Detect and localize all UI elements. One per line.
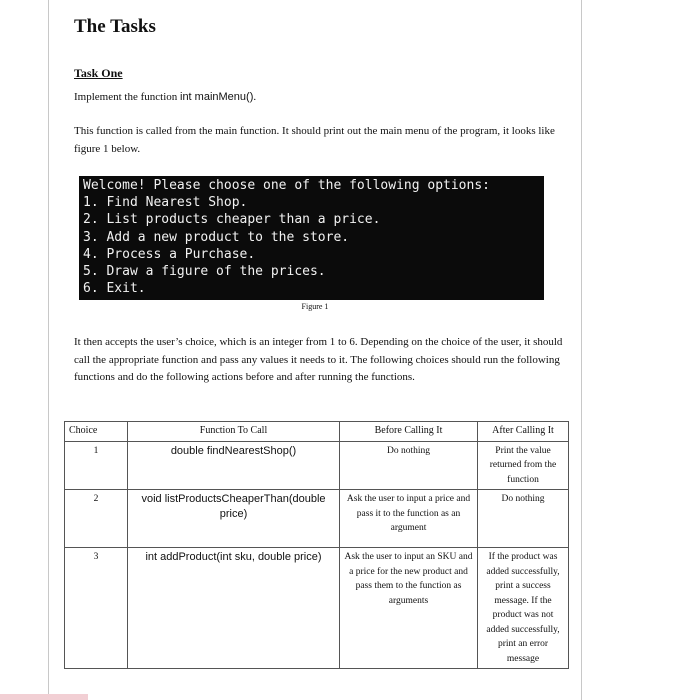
task-heading: Task One [74,66,123,80]
console-output [79,176,544,300]
implement-suffix: . [253,91,257,103]
after-cell: Do nothing [478,490,569,548]
functions-table [64,421,569,669]
console-line: 6. Exit. [83,281,146,297]
table-row [65,441,569,490]
table-row [65,490,569,548]
implement-prefix: Implement the function [74,91,180,103]
choice-paragraph: It then accepts the user’s choice, which is an integer from 1 to 6. Depending on the choice of the user, it should call the appropriate function and pass any values it needs to it. The following choices should run the following functions and do the following actions before and after running the functions. [74,336,563,383]
choice-cell: 3 [65,548,128,669]
console-line: 3. Add a new product to the store. [83,229,350,245]
choice-cell: 1 [65,441,128,490]
column-header: Function To Call [128,422,340,442]
before-cell: Ask the user to input an SKU and a price for the new product and pass them to the function as arguments [340,548,478,669]
after-cell: Print the value returned from the function [478,441,569,490]
before-cell: Ask the user to input a price and pass it to the function as an argument [340,490,478,548]
column-header: Before Calling It [340,422,478,442]
page-title: The Tasks [74,16,156,37]
console-line: 2. List products cheaper than a price. [83,212,381,228]
after-cell: If the product was added successfully, print a success message. If the product was not added successfully, print an error message [478,548,569,669]
function-cell: double findNearestShop() [128,441,340,490]
figure-caption: Figure 1 [301,302,329,311]
function-cell: int addProduct(int sku, double price) [128,548,340,669]
document-page [48,0,582,700]
console-line: 4. Process a Purchase. [83,246,256,262]
implement-line [74,89,574,107]
implement-code: int mainMenu() [180,91,254,103]
column-header: After Calling It [478,422,569,442]
console-line: 5. Draw a figure of the prices. [83,264,326,280]
page-edge-strip [0,694,88,700]
table-row [65,548,569,669]
console-line: 1. Find Nearest Shop. [83,195,248,211]
description-paragraph: This function is called from the main function. It should print out the main menu of the program, it looks like figure 1 below. [74,125,555,155]
before-cell: Do nothing [340,441,478,490]
function-cell: void listProductsCheaperThan(double price) [128,490,340,548]
column-header: Choice [65,422,128,442]
console-line: Welcome! Please choose one of the following options: [83,178,490,193]
choice-cell: 2 [65,490,128,548]
table-header-row [65,422,569,442]
